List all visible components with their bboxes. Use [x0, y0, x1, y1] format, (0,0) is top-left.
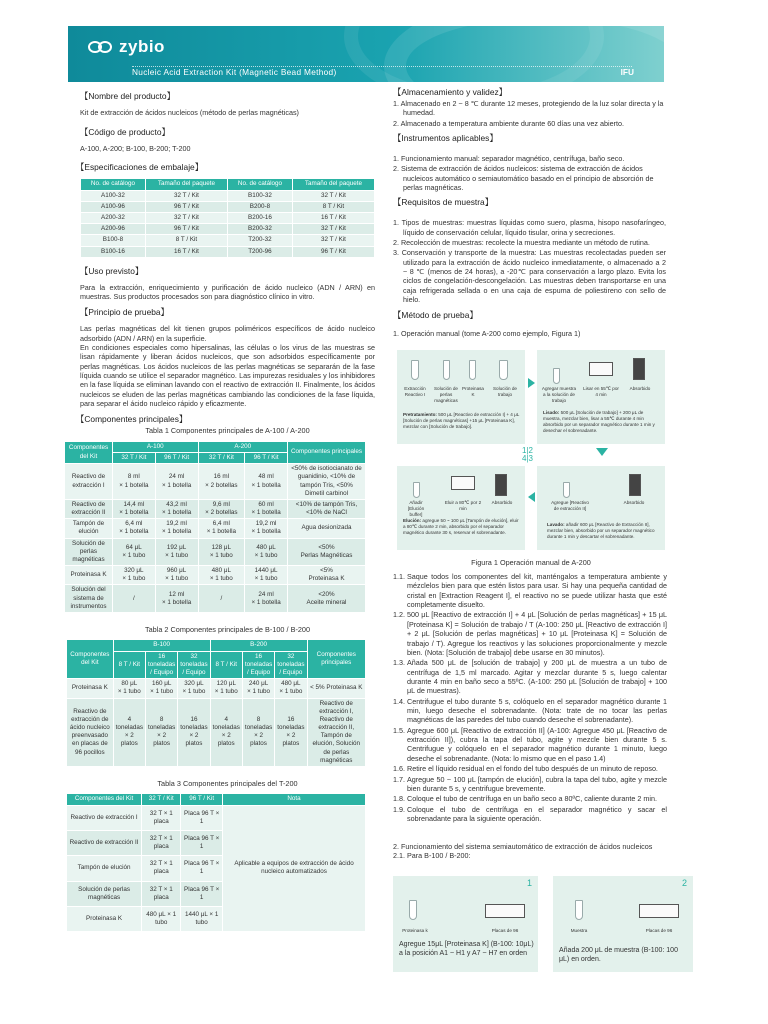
sample-requirements-list [393, 218, 666, 304]
procedure-step [393, 697, 667, 725]
table-cell: 32 T / Kit [292, 235, 374, 246]
table-cell: 8 T / Kit [145, 235, 227, 246]
table-cell: 43,2 ml × 1 botella [155, 499, 198, 518]
table-cell: 9,6 ml × 2 botellas [198, 499, 245, 518]
figure1-panel-lysis [537, 350, 665, 444]
table-header: Componentes del Kit [65, 441, 113, 463]
table-cell: 120 μL × 1 tubo [210, 679, 242, 698]
table-cell: 8 T / Kit [292, 201, 374, 212]
table-cell: Tampón de elución [65, 519, 113, 538]
table-cell: Reactivo de extracción I [67, 805, 142, 830]
procedure-step [393, 572, 667, 609]
step-text: Añada 500 μL de [solución de trabajo] y 200 μL de muestra a un tubo de centrífuga de 1,5 ml marcado. Agitar y mezclar durante 5 s, luego calentar durante 4 min en baño seco a 55ºC. (A-100: 250 μL [Solución de trabajo] + 100 μL de muestras). [407, 658, 667, 696]
table-row [81, 224, 375, 235]
table-cell: Proteinasa K [67, 906, 142, 931]
intended-use-text: Para la extracción, enriquecimiento y purificación de ácido nucleico (ADN / ARN) en muestras. Sus productos procesados son para diagnóstico clínico in vitro. [80, 282, 375, 301]
figure-text: Lisado: 500 μL [Solución de trabajo] + 200 μL de muestra, mezclar bien, lisar a 55℃ durante 4 min absorbido por un separador magnético durante 1 min y desechar el sobrenadante. [543, 410, 655, 433]
proteinase-tube-icon [469, 360, 476, 380]
storage-list [393, 99, 666, 128]
table-cell: 480 μL × 1 tubo [275, 679, 307, 698]
table-cell: 16 toneladas × 2 platos [178, 698, 210, 766]
step-text: Retire el líquido residual en el fondo del tubo después de un minuto de reposo. [407, 764, 658, 774]
table-cell: Reactivo de extracción I, Reactivo de extracción II, Tampón de elución, Solución de perlas magnéticas [307, 698, 365, 766]
arrow-right-icon [528, 378, 535, 388]
step-text: Agregue 50 ~ 100 μL [tampón de elución], cubra la tapa del tubo, agite y mezcle bien durante 5 s, y centrifugue brevemente. [407, 774, 667, 793]
step-text: Saque todos los componentes del kit, manténgalos a temperatura ambiente y mézclelos bien para que estén listos para usar. Si hay una pequeña cantidad de cristal en [Extraction Reagent I], el reactivo no se puede utilizar hasta que esté completamente disuelto. [407, 572, 667, 610]
table-caption: Tabla 3 Componentes principales del T-200 [157, 778, 298, 788]
table-cell: B100-32 [227, 190, 292, 201]
figure-label: Proteinasa k [402, 928, 428, 933]
table-cell: Reactivo de extracción I [65, 464, 113, 500]
table-row [65, 499, 366, 518]
table-cell: 24 ml × 1 botella [155, 464, 198, 500]
procedure-steps [393, 572, 667, 824]
table-cell: 4 toneladas × 2 platos [210, 698, 242, 766]
table-cell: 480 μL × 1 tubo [198, 566, 245, 585]
table-cell: 96 T / Kit [145, 201, 227, 212]
banner-decoration [344, 26, 604, 82]
packaging-table [80, 178, 375, 257]
table-header: B-200 [210, 640, 307, 651]
semi-auto-title: 2. Funcionamiento del sistema semiautomático de extracción de ácidos nucleicos [393, 842, 653, 851]
table-header: Tamaño del paquete [145, 179, 227, 190]
table-cell: 32 T / Kit [292, 190, 374, 201]
step-number: 1.1. [393, 572, 405, 581]
table-cell: <50% de isotiocianato de guanidinio, <10% de tampón Tris, <50% Dimetil carbinol [288, 464, 366, 500]
table-row [65, 585, 366, 613]
table-cell: 8 toneladas × 2 platos [145, 698, 177, 766]
reagent-tube-icon [411, 360, 419, 380]
principle-text: En condiciones especiales como hipersalinas, las células o los virus de las muestras se lisan rápidamente y liberan ácidos nucleicos, que son adsorbidos específicamente por perlas magnéticas. Los ácidos nucleicos de las perlas magnéticas se separarán de la fase líquida cuando se utilice el separador magnético. Las impurezas residuales y los inhibidores en la fase líquida se eliminan lavando con el reactivo de extracción II. Finalmente, los ácidos nucleicos se eluden de las perlas magnéticas cambiando las condiciones de la fase líquida, para separar el ácido nucleico rápido y eficazmente. [80, 342, 375, 409]
figure-text: Añada 200 μL de muestra (B-100: 100 μL) en orden. [559, 947, 678, 964]
table-header: 32 T / Kit [142, 794, 181, 805]
table-row [81, 201, 375, 212]
wash-tube-icon [563, 482, 570, 498]
logo-icon [88, 40, 114, 55]
table-cell: B100-8 [81, 235, 146, 246]
section-heading: 【 Almacenamiento y validez 】 [393, 87, 666, 98]
figure-label: Placas de 96 [491, 928, 519, 933]
product-title: Nucleic Acid Extraction Kit (Magnetic Bead Method) [132, 67, 337, 77]
table-row [81, 246, 375, 257]
table-cell: A100-32 [81, 190, 146, 201]
section-heading: 【 Código de producto 】 [80, 127, 375, 138]
table-cell: <5% Proteinasa K [288, 566, 366, 585]
table-subheader: 8 T / Kit [210, 651, 242, 679]
figure2-panel-proteinase [393, 876, 538, 972]
step-number: 1 [526, 878, 532, 888]
figure2-panel-sample [553, 876, 693, 972]
figure-label: Agregar muestra a la solución de trabajo [541, 386, 577, 403]
table-cell: 16 toneladas × 2 platos [275, 698, 307, 766]
table-cell: <50% Perlas Magnéticas [288, 538, 366, 566]
table-cell: 32 T × 1 placa [142, 856, 181, 881]
table-cell: A200-96 [81, 224, 146, 235]
magnetic-separator-icon [633, 358, 645, 380]
table-cell: 128 μL × 1 tubo [198, 538, 245, 566]
table-header: A-200 [198, 441, 288, 452]
table-cell: 8 toneladas × 2 platos [242, 698, 274, 766]
table-row [65, 566, 366, 585]
table-cell: 32 T × 1 placa [142, 805, 181, 830]
table-row [65, 464, 366, 500]
table-cell: 320 μL × 1 tubo [113, 566, 156, 585]
elution-tube-icon [413, 482, 420, 498]
table-cell: A100-96 [81, 201, 146, 212]
dry-bath-icon [451, 476, 475, 490]
figure-label: Absorbido [491, 500, 513, 505]
table-cell: 80 μL × 1 tubo [113, 679, 145, 698]
figure-text: Agregue 15μL [Proteinasa K] (B-100: 10μL) a la posición A1 ~ H1 y A7 ~ H7 en orden [399, 941, 534, 958]
step-order-grid: 1|2 4|3 [522, 446, 533, 463]
bead-tube-icon [443, 360, 450, 380]
arrow-down-icon [596, 448, 608, 456]
procedure-step [393, 805, 667, 824]
table-subheader: 96 T / Kit [245, 453, 288, 464]
brand-logo [88, 36, 165, 58]
table-cell: 14,4 ml × 1 botella [113, 499, 156, 518]
semi-auto-section [393, 842, 667, 861]
semi-auto-subtitle: 2.1. Para B-100 / B-200: [393, 851, 471, 861]
figure-label: Placas de 96 [645, 928, 673, 933]
table-subheader: 8 T / Kit [113, 651, 145, 679]
step-text: Agregue 600 μL [Reactivo de extracción II] (A-100: Agregue 450 μL [Reactivo de extracción II]), cubra la tapa del tubo, agite y mezcle bien durante 5 s. Centrifugue y colóquelo en el separador magnético durante 1 minuto, luego deseche el sobrenadante. (Nota: lo mismo que en el paso 1.4) [407, 725, 667, 763]
components-table-1 [64, 441, 366, 613]
section-heading: 【 Método de prueba 】 [393, 310, 666, 321]
section-heading: 【 Componentes principales 】 [76, 414, 375, 425]
table-note-cell: Aplicable a equipos de extracción de ácido nucleico automatizados [223, 805, 366, 932]
section-heading: 【 Uso previsto 】 [80, 266, 375, 277]
plate-icon [639, 904, 679, 918]
step-number: 1.6. [393, 764, 405, 774]
table-cell: Placa 96 T × 1 [181, 805, 223, 830]
table-cell: 32 T × 1 placa [142, 830, 181, 855]
figure-label: Lisar en 55℃ por 4 min [583, 386, 619, 397]
figure1-panel-wash [537, 466, 665, 550]
table-cell: 6,4 ml × 1 botella [198, 519, 245, 538]
table-cell: 1440 μL × 1 tubo [181, 906, 223, 931]
table-subheader: 32 toneladas / Equipo [178, 651, 210, 679]
table-subheader: 32 T / Kit [113, 453, 156, 464]
table-cell: Placa 96 T × 1 [181, 856, 223, 881]
section-heading: 【 Especificaciones de embalaje 】 [76, 162, 375, 173]
instruments-list [393, 154, 666, 192]
table-cell: Placa 96 T × 1 [181, 881, 223, 906]
step-number: 1.7. [393, 774, 405, 784]
step-text: Coloque el tubo de centrífuga en el separador magnético y sacar el sobrenadante para la siguiente operación. [407, 804, 667, 823]
table-cell: Solución de perlas magnéticas [67, 881, 142, 906]
table-header: Componentes principales [307, 640, 365, 679]
table-cell: 12 ml × 1 botella [155, 585, 198, 613]
procedure-step [393, 775, 667, 794]
product-code-text: A-100, A-200; B-100, B-200; T-200 [80, 144, 191, 154]
figure-text: Pretratamiento: 500 μL [Reactivo de extracción I] + 4 μL [Solución de perlas magnéticas] +15 μL [Proteinasa K], mezclar con [Solución de trabajo]. [403, 412, 520, 429]
table-cell: 32 T / Kit [145, 190, 227, 201]
table-header: No. de catálogo [81, 179, 146, 190]
section-heading: 【 Instrumentos aplicables 】 [393, 133, 666, 144]
figure-label: Muestra [570, 928, 588, 933]
figure-label: Absorbido [629, 386, 651, 391]
magnetic-separator-icon [629, 474, 641, 496]
table-header: A-100 [113, 441, 199, 452]
table-cell: 960 μL × 1 tubo [155, 566, 198, 585]
table-header: 96 T / Kit [181, 794, 223, 805]
table-cell: 240 μL × 1 tubo [242, 679, 274, 698]
table-cell: Proteinasa K [65, 566, 113, 585]
table-cell: 8 ml × 1 botella [113, 464, 156, 500]
table-cell: 16 ml × 2 botellas [198, 464, 245, 500]
table-cell: 4 toneladas × 2 platos [113, 698, 145, 766]
table-cell: 96 T / Kit [145, 224, 227, 235]
table-cell: 320 μL × 1 tubo [178, 679, 210, 698]
figure-label: Solución de trabajo [492, 386, 517, 397]
dry-bath-icon [589, 362, 613, 376]
step-number: 1.9. [393, 804, 405, 814]
step-number: 1.2. [393, 610, 405, 620]
list-item: 1. Tipos de muestras: muestras líquidas como suero, plasma, hisopo nasofaríngeo, líquido de conservación celular, líquido tisular, orina y secreciones. [393, 218, 666, 237]
table-cell: Reactivo de extracción de ácido nucleico preenvasado en placas de 96 pocillos [67, 698, 114, 766]
table-header: Componentes del Kit [67, 640, 114, 679]
arrow-left-icon [528, 492, 535, 502]
list-item: 3. Conservación y transporte de la muestra: Las muestras recolectadas pueden ser utilizado para la extracción de ácido nucleico inmediatamente, o almacenado a 2 ~ 8 ℃ (menos de 24 horas), a -20℃ para conservación a largo plazo. Evita los ciclos de congelación-descongelación. Las muestras deben transportarse en una caja refrigerada sellada o en una caja de espuma de poliestireno con sello de hielo. [393, 248, 666, 305]
left-column [68, 86, 375, 932]
table-cell: Tampón de elución [67, 856, 142, 881]
table-row [67, 805, 366, 830]
table-cell: 160 μL × 1 tubo [145, 679, 177, 698]
table-cell: 16 T / Kit [145, 246, 227, 257]
table-cell: A200-32 [81, 213, 146, 224]
table-header: Componentes del Kit [67, 794, 142, 805]
table-row [81, 235, 375, 246]
table-header: Nota [223, 794, 366, 805]
table-row [67, 679, 366, 698]
figure-label: Extracción Reactivo I [404, 386, 426, 397]
product-name-text: Kit de extracción de ácidos nucleicos (método de perlas magnéticas) [80, 107, 299, 117]
section-heading: 【 Requisitos de muestra 】 [393, 197, 666, 208]
table-cell: Solución del sistema de instrumentos [65, 585, 113, 613]
table-cell: 48 ml × 1 botella [245, 464, 288, 500]
table-subheader: 96 T / Kit [155, 453, 198, 464]
table-cell: 6,4 ml × 1 botella [113, 519, 156, 538]
figure-label: Solución de perlas magnéticas [433, 386, 458, 403]
figure-label: Absorbido [623, 500, 645, 505]
table-cell: <20% Aceite mineral [288, 585, 366, 613]
components-table-2 [66, 639, 366, 766]
table-cell: 16 T / Kit [292, 213, 374, 224]
step-number: 1.8. [393, 794, 405, 804]
table-subheader: 16 toneladas / Equipo [242, 651, 274, 679]
table-cell: / [113, 585, 156, 613]
table-cell: 32 T × 1 placa [142, 881, 181, 906]
table-header: B-100 [113, 640, 210, 651]
table-row [67, 698, 366, 766]
table-subheader: 32 toneladas / Equipo [275, 651, 307, 679]
table-cell: 192 μL × 1 tubo [155, 538, 198, 566]
section-heading: 【 Principio de prueba 】 [80, 307, 375, 318]
figure-caption: Figura 1 Operación manual de A-200 [471, 558, 591, 567]
pipette-icon [409, 900, 417, 920]
header-banner [68, 26, 664, 82]
figure-label: Eluir a 80℃ por 2 min [444, 500, 482, 511]
right-column [393, 86, 666, 339]
table-cell: 480 μL × 1 tubo [245, 538, 288, 566]
table-cell: 60 ml × 1 botella [245, 499, 288, 518]
pipette-icon [575, 900, 583, 920]
section-heading: 【 Nombre del producto 】 [80, 91, 375, 102]
table-cell: Placa 96 T × 1 [181, 830, 223, 855]
table-row [65, 538, 366, 566]
table-caption: Tabla 1 Componentes principales de A-100 / A-200 [145, 426, 310, 436]
table-cell: B200-8 [227, 201, 292, 212]
table-header: Componentes principales [288, 441, 366, 463]
figure-text: Lavado: añadir 600 μL [Reactivo de Extracción II], mezclar bien, absorbido por un separador magnético durante 1 min y descartar el sobrenadante. [547, 522, 655, 539]
table-row [81, 190, 375, 201]
table-cell: 64 μL × 1 tubo [113, 538, 156, 566]
list-item: 1. Funcionamiento manual: separador magnético, centrífuga, baño seco. [393, 153, 625, 163]
table-cell: 480 μL × 1 tubo [142, 906, 181, 931]
method-intro: 1. Operación manual (tome A-200 como ejemplo, Figura 1) [393, 329, 581, 339]
procedure-step [393, 764, 667, 773]
ifu-label: IFU [620, 67, 634, 77]
procedure-step [393, 794, 667, 803]
procedure-step [393, 726, 667, 763]
table-cell: 32 T / Kit [145, 213, 227, 224]
table-cell: 24 ml × 1 botella [245, 585, 288, 613]
figure1-panel-elution [397, 466, 525, 550]
table-cell: / [198, 585, 245, 613]
figure-label: Añadir [Elución buffer] [407, 500, 425, 517]
table-cell: 19,2 ml × 1 botella [155, 519, 198, 538]
list-item: 2. Recolección de muestras: recolecte la muestra mediante un método de rutina. [393, 238, 650, 247]
table-cell: B200-32 [227, 224, 292, 235]
table-caption: Tabla 2 Componentes principales de B-100 / B-200 [144, 624, 311, 634]
plate-icon [485, 904, 525, 918]
table-row [65, 519, 366, 538]
figure-label: Proteinasa K [462, 386, 484, 397]
table-cell: B100-16 [81, 246, 146, 257]
table-cell: T200-96 [227, 246, 292, 257]
table-cell: <10% de tampón Tris, <10% de NaCl [288, 499, 366, 518]
table-cell: 19,2 ml × 1 botella [245, 519, 288, 538]
list-item: 2. Sistema de extracción de ácidos nucleicos: sistema de extracción de ácidos nucleicos automático o semiautomático basado en el principio de absorción de perlas magnéticas. [393, 164, 654, 192]
table-cell: 96 T / Kit [292, 246, 374, 257]
table-cell: 1440 μL × 1 tubo [245, 566, 288, 585]
table-cell: Proteinasa K [67, 679, 114, 698]
table-row [81, 213, 375, 224]
table-cell: < 5% Proteinasa K [307, 679, 365, 698]
table-subheader: 16 toneladas / Equipo [145, 651, 177, 679]
step-text: Coloque el tubo de centrífuga en un baño seco a 80ºC, caliente durante 2 min. [407, 794, 657, 804]
step-text: 500 μL [Reactivo de extracción I] + 4 μL [Solución de perlas magnéticas] + 15 μL [Proteinasa K] = Solución de trabajo / T (A-100: 250 μL [Reactivo de extracción I] + 2 μL [Solución de perlas magnéticas] + 10 μL [Proteinasa K] = Solución de trabajo / T). Agregue los reactivos y las soluciones proporcionalmente y mezcle bien. (Nota: [Solución de trabajo] debe usarse en 30 minutos). [407, 610, 667, 657]
step-number: 1.3. [393, 658, 405, 668]
table-cell: T200-32 [227, 235, 292, 246]
brand-name: zybio [119, 37, 165, 56]
list-item: 1. Almacenado en 2 ~ 8 ℃ durante 12 meses, protegiendo de la luz solar directa y la humedad. [393, 98, 664, 118]
magnetic-separator-icon [495, 474, 507, 496]
figure1-panel-pretreatment [397, 350, 525, 444]
table-header: Tamaño del paquete [292, 179, 374, 190]
figure-text: Elución: agregue 50 ~ 100 μL [Tampón de elución], eluir a 80℃ durante 2 min, absorbido por el separador magnético durante 30 s, reservar el sobrenadante. [403, 518, 519, 535]
sample-tube-icon [553, 368, 560, 384]
step-number: 2 [681, 878, 687, 888]
table-cell: B200-16 [227, 213, 292, 224]
table-cell: Solución de perlas magnéticas [65, 538, 113, 566]
step-number: 1.4. [393, 696, 405, 706]
working-tube-icon [499, 360, 508, 380]
step-text: Centrifugue el tubo durante 5 s, colóquelo en el separador magnético durante 1 min, luego deseche el sobrenadante. (Nota: trate de no tocar las perlas magnéticas de las paredes del tubo cuando deseche el sobrenadante). [407, 696, 667, 725]
list-item: 2. Almacenado a temperatura ambiente durante 60 días una vez abierto. [393, 118, 624, 128]
principle-text: Las perlas magnéticas del kit tienen grupos poliméricos específicos de ácido nucleico adsorbido (ADN / ARN) en la superficie. [80, 324, 375, 343]
table-cell: Reactivo de extracción II [67, 830, 142, 855]
table-header: No. de catálogo [227, 179, 292, 190]
figure-label: Agregue [Reactivo de extracción II] [551, 500, 589, 511]
components-table-3 [66, 793, 366, 932]
table-cell: Reactivo de extracción II [65, 499, 113, 518]
step-number: 1.5. [393, 725, 405, 735]
table-cell: Agua desionizada [288, 519, 366, 538]
table-subheader: 32 T / Kit [198, 453, 245, 464]
table-cell: 32 T / Kit [292, 224, 374, 235]
procedure-step [393, 610, 667, 657]
procedure-step [393, 658, 667, 695]
